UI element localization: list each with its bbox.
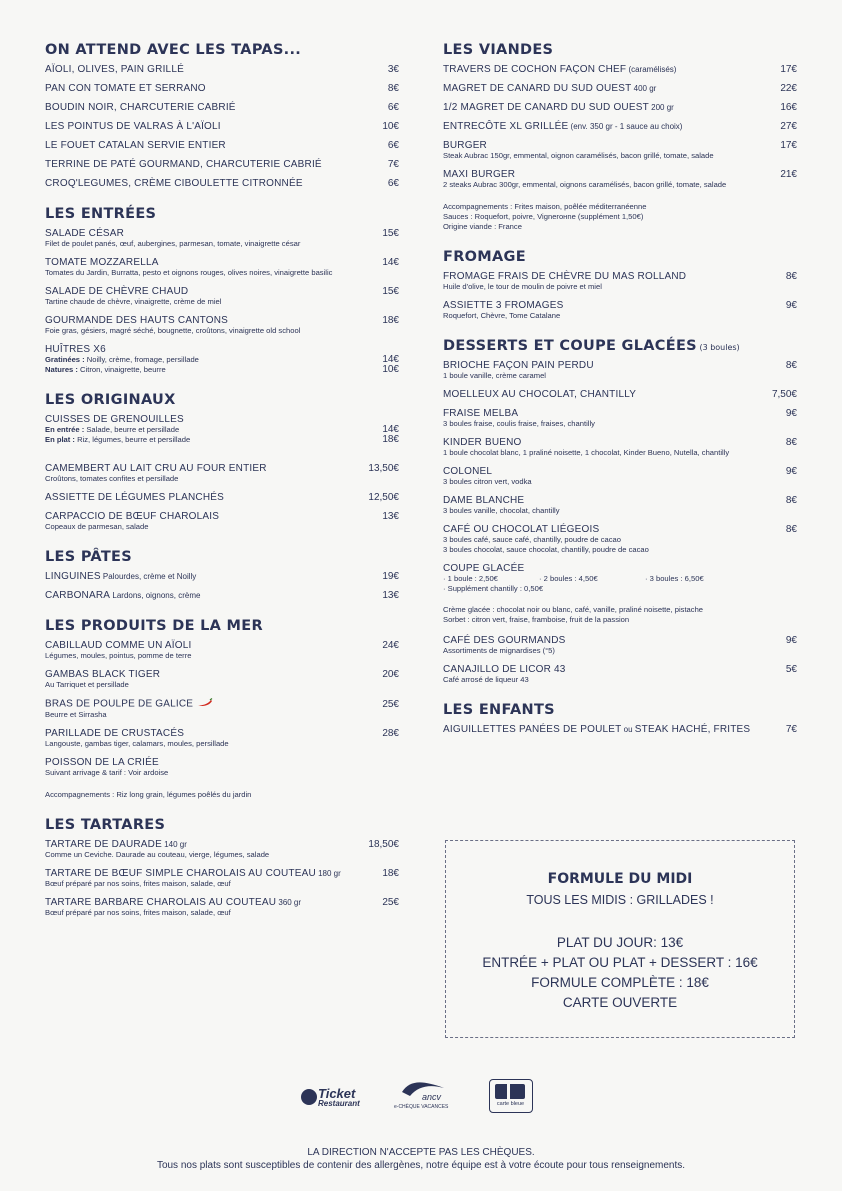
item-price: 25€ — [382, 897, 399, 908]
item-price: 9€ — [785, 635, 797, 646]
menu-item-huitres — [45, 344, 399, 375]
item-desc: 3 boules café, sauce café, chantilly, poudre de cacao — [443, 535, 622, 544]
right-column — [443, 42, 797, 752]
section-title: FROMAGE — [443, 249, 526, 265]
section-title: LES VIANDES — [443, 42, 554, 58]
menu-item — [45, 698, 399, 720]
menu-item — [45, 897, 399, 918]
item-name: GAMBAS BLACK TIGER — [45, 669, 161, 680]
menu-item — [443, 64, 797, 75]
option-text: Noilly, crème, fromage, persillade — [84, 355, 199, 364]
item-desc: Tartine chaude de chèvre, vinaigrette, crème de miel — [45, 297, 222, 306]
section-pates — [45, 549, 399, 601]
menu-item — [45, 511, 399, 532]
ticket-restaurant-logo: Ticket Restaurant — [300, 1086, 380, 1112]
item-name: DAME BLANCHE — [443, 495, 525, 506]
section-enfants — [443, 702, 797, 735]
item-name: ASSIETTE 3 FROMAGES — [443, 300, 564, 311]
item-price: 17€ — [780, 140, 797, 151]
item-name: TOMATE MOZZARELLA — [45, 257, 159, 268]
item-desc: Lardons, oignons, crème — [110, 591, 201, 600]
item-name: CUISSES DE GRENOUILLES — [45, 414, 184, 425]
menu-item — [45, 140, 399, 151]
item-name: CANAJILLO DE LICOR 43 — [443, 664, 566, 675]
item-name: CARPACCIO DE BŒUF CHAROLAIS — [45, 511, 220, 522]
item-price: 20€ — [382, 669, 399, 680]
menu-item — [45, 159, 399, 170]
menu-item — [443, 169, 797, 190]
item-price: 6€ — [387, 178, 399, 189]
item-desc: Beurre et Sirrasha — [45, 710, 107, 719]
item-price: 13,50€ — [368, 463, 399, 474]
item-weight: 140 gr — [161, 840, 187, 849]
section-fromage — [443, 249, 797, 321]
item-name: CAFÉ OU CHOCOLAT LIÉGEOIS — [443, 524, 600, 535]
section-entrees — [45, 206, 399, 375]
note-line: Crème glacée : chocolat noir ou blanc, café, vanille, praliné noisette, pistache — [443, 605, 704, 614]
section-title — [443, 338, 797, 354]
menu-item — [45, 121, 399, 132]
formule-lines — [446, 933, 794, 1013]
menu-item-coupe — [443, 563, 797, 594]
item-price: 8€ — [387, 83, 399, 94]
item-name: COUPE GLACÉE — [443, 563, 525, 574]
item-price: 8€ — [785, 495, 797, 506]
menu-item — [45, 640, 399, 661]
item-price: 7€ — [387, 159, 399, 170]
item-desc: Au Tarriquet et persillade — [45, 680, 129, 689]
item-desc: 3 boules citron vert, vodka — [443, 477, 532, 486]
item-desc: 1 boule vanille, crème caramel — [443, 371, 546, 380]
item-price: 21€ — [780, 169, 797, 180]
footer-allergens-notice: Tous nos plats sont susceptibles de contenir des allergènes, notre équipe est à votre écoute pour tous renseignements. — [156, 1160, 686, 1171]
item-desc: 3 boules chocolat, sauce chocolat, chantilly, poudre de cacao — [443, 545, 649, 554]
menu-item — [443, 102, 797, 113]
menu-item — [443, 408, 797, 429]
option-label: En entrée : — [45, 425, 85, 434]
item-price: 9€ — [785, 300, 797, 311]
option-label: Gratinées : — [45, 355, 85, 364]
formule-line: FORMULE COMPLÈTE : 18€ — [531, 975, 709, 990]
section-title: ON ATTEND AVEC LES TAPAS... — [45, 42, 302, 58]
item-price: 14€ — [382, 424, 399, 435]
section-originaux — [45, 392, 399, 532]
item-name: MAGRET DE CANARD DU SUD OUEST — [443, 83, 632, 94]
item-price: 16€ — [780, 102, 797, 113]
item-note: (env. 350 gr - 1 sauce au choix) — [568, 122, 683, 131]
formule-du-midi-box — [445, 840, 795, 1038]
item-note: 200 gr — [648, 103, 674, 112]
item-name: TERRINE DE PATÉ GOURMAND, CHARCUTERIE CABRIÉ — [45, 159, 322, 170]
formule-line: ENTRÉE + PLAT OU PLAT + DESSERT : 16€ — [482, 955, 758, 970]
menu-item — [45, 839, 399, 860]
option-text: Riz, légumes, beurre et persillade — [74, 435, 191, 444]
menu-item — [45, 315, 399, 336]
menu-item — [45, 102, 399, 113]
menu-item — [45, 463, 399, 484]
note-line: Origine viande : France — [443, 222, 522, 231]
menu-item-liegeois — [443, 524, 797, 555]
item-price: 3€ — [387, 64, 399, 75]
item-desc: Palourdes, crème et Noilly — [100, 572, 197, 581]
item-name: FROMAGE FRAIS DE CHÈVRE DU MAS ROLLAND — [443, 271, 687, 282]
menu-item — [45, 669, 399, 690]
item-price: 10€ — [382, 121, 399, 132]
menu-item — [45, 257, 399, 278]
note-line: Sauces : Roquefort, poivre, Vignerонne (supplément 1,50€) — [443, 212, 644, 221]
menu-item — [45, 868, 399, 889]
coupe-option: · 3 boules : 6,50€ — [645, 574, 704, 583]
menu-item — [443, 664, 797, 685]
coupe-supplement: · Supplément chantilly : 0,50€ — [443, 584, 544, 593]
item-price: 5€ — [785, 664, 797, 675]
item-note: (caramélisés) — [626, 65, 677, 74]
section-viandes — [443, 42, 797, 232]
item-name: BURGER — [443, 140, 487, 151]
item-price: 14€ — [382, 354, 399, 365]
viandes-notes — [443, 202, 797, 232]
item-desc: Filet de poulet panés, œuf, aubergines, parmesan, tomate, vinaigrette césar — [45, 239, 301, 248]
menu-item — [443, 83, 797, 94]
item-name: LE FOUET CATALAN SERVIE ENTIER — [45, 140, 226, 151]
item-name: COLONEL — [443, 466, 493, 477]
menu-item — [45, 286, 399, 307]
item-price: 8€ — [785, 437, 797, 448]
option-text: Salade, beurre et persillade — [84, 425, 180, 434]
item-name: BRIOCHE FAÇON PAIN PERDU — [443, 360, 594, 371]
formule-subtitle: TOUS LES MIDIS : GRILLADES ! — [526, 893, 714, 907]
item-price: 19€ — [382, 571, 399, 582]
menu-item — [443, 724, 797, 735]
item-name: ENTRECÔTE XL GRILLÉE — [443, 121, 569, 132]
menu-item — [443, 466, 797, 487]
item-desc: Copeaux de parmesan, salade — [45, 522, 149, 531]
item-desc: Tomates du Jardin, Burratta, pesto et oignons rouges, olives noires, vinaigrette basilic — [45, 268, 333, 277]
item-desc: Huile d'olive, le tour de moulin de poivre et miel — [443, 282, 602, 291]
item-price: 17€ — [780, 64, 797, 75]
item-name: HUÎTRES X6 — [45, 344, 106, 355]
formule-title: FORMULE DU MIDI — [547, 871, 693, 887]
item-name: LINGUINES — [45, 571, 101, 582]
item-desc: Bœuf préparé par nos soins, frites maison, salade, œuf — [45, 908, 231, 917]
item-price: 27€ — [780, 121, 797, 132]
item-name: TARTARE BARBARE CHAROLAIS AU COUTEAU — [45, 897, 277, 908]
item-price: 18€ — [382, 434, 399, 445]
option-label: En plat : — [45, 435, 75, 444]
item-price: 13€ — [382, 590, 399, 601]
menu-item — [45, 492, 399, 503]
menu-item — [45, 590, 399, 601]
item-price: 15€ — [382, 228, 399, 239]
menu-item — [443, 389, 797, 400]
item-name: FRAISE MELBA — [443, 408, 519, 419]
item-name: MAXI BURGER — [443, 169, 516, 180]
section-title: LES PRODUITS DE LA MER — [45, 618, 263, 634]
item-name: KINDER BUENO — [443, 437, 522, 448]
item-name: CABILLAUD COMME UN AÏOLI — [45, 640, 192, 651]
item-name: 1/2 MAGRET DE CANARD DU SUD OUEST — [443, 102, 649, 113]
menu-item — [443, 635, 797, 656]
item-price: 18€ — [382, 868, 399, 879]
item-name: CAFÉ DES GOURMANDS — [443, 635, 566, 646]
section-mer — [45, 618, 399, 800]
item-desc: Comme un Ceviche. Daurade au couteau, vierge, légumes, salade — [45, 850, 270, 859]
item-name: LES POINTUS DE VALRAS À L'AÏOLI — [45, 121, 221, 132]
menu-item — [45, 757, 399, 778]
glace-notes — [443, 605, 797, 625]
item-price: 28€ — [382, 728, 399, 739]
item-price: 7,50€ — [771, 389, 797, 400]
item-name: GOURMANDE DES HAUTS CANTONS — [45, 315, 229, 326]
item-price: 18€ — [382, 315, 399, 326]
footer — [0, 1146, 842, 1172]
item-connector: ou — [621, 725, 635, 734]
item-price: 13€ — [382, 511, 399, 522]
footer-cheques-notice: LA DIRECTION N'ACCEPTE PAS LES CHÈQUES. — [307, 1147, 535, 1158]
coupe-option: · 2 boules : 4,50€ — [539, 574, 598, 583]
item-name: TARTARE DE BŒUF SIMPLE CHAROLAIS AU COUTEAU — [45, 868, 316, 879]
item-name: CROQ'LEGUMES, CRÈME CIBOULETTE CITRONNÉE — [45, 178, 303, 189]
item-desc: 3 boules fraise, coulis fraise, fraises, chantilly — [443, 419, 595, 428]
item-name: AIGUILLETTES PANÉES DE POULET — [443, 724, 622, 735]
chili-pepper-icon — [197, 698, 213, 710]
menu-item — [443, 140, 797, 161]
coupe-options — [443, 574, 797, 584]
item-name: SALADE DE CHÈVRE CHAUD — [45, 286, 189, 297]
item-desc: 3 boules vanille, chocolat, chantilly — [443, 506, 560, 515]
menu-item — [45, 83, 399, 94]
item-name: MOELLEUX AU CHOCOLAT, CHANTILLY — [443, 389, 637, 400]
item-weight: 180 gr — [315, 869, 341, 878]
menu-item — [45, 178, 399, 189]
item-price: 10€ — [382, 364, 399, 375]
item-name: ASSIETTE DE LÉGUMES PLANCHÉS — [45, 492, 224, 503]
item-price: 7€ — [785, 724, 797, 735]
menu-item — [45, 64, 399, 75]
item-name: POISSON DE LA CRIÉE — [45, 757, 159, 768]
menu-item — [443, 121, 797, 132]
menu-item-grenouilles — [45, 414, 399, 445]
item-desc: 1 boule chocolat blanc, 1 praliné noisette, 1 chocolat, Kinder Bueno, Nutella, chantilly — [443, 448, 730, 457]
section-tapas — [45, 42, 399, 189]
item-desc: Roquefort, Chèvre, Tome Catalane — [443, 311, 561, 320]
option-label: Natures : — [45, 365, 78, 374]
formule-line: PLAT DU JOUR: 13€ — [556, 935, 684, 950]
section-desserts — [443, 338, 797, 685]
formule-line: CARTE OUVERTE — [562, 995, 678, 1010]
note-line: Accompagnements : Frites maison, poêlée méditerranéenne — [443, 202, 647, 211]
item-name: TRAVERS DE COCHON FAÇON CHEF — [443, 64, 627, 75]
item-price: 9€ — [785, 408, 797, 419]
item-desc: 2 steaks Aubrac 300gr, emmental, oignons caramélisés, bacon grillé, tomate, salade — [443, 180, 727, 189]
item-price: 14€ — [382, 257, 399, 268]
item-name: CARBONARA — [45, 590, 111, 601]
item-price: 25€ — [382, 698, 399, 710]
menu-item — [443, 271, 797, 292]
item-price: 6€ — [387, 102, 399, 113]
left-column — [45, 42, 399, 935]
item-desc: Assortiments de mignardises (°5) — [443, 646, 555, 655]
menu-item — [443, 300, 797, 321]
item-name: SALADE CÉSAR — [45, 228, 125, 239]
item-price: 8€ — [785, 524, 797, 535]
item-name: BRAS DE POULPE DE GALICE — [45, 698, 194, 710]
section-title-text: DESSERTS ET COUPE GLACÉES — [443, 338, 697, 354]
item-note: 400 gr — [631, 84, 657, 93]
item-price: 24€ — [382, 640, 399, 651]
section-title: LES TARTARES — [45, 817, 166, 833]
item-weight: 360 gr — [276, 898, 302, 907]
section-title-suffix: (3 boules) — [696, 343, 740, 352]
item-name: AÏOLI, OLIVES, PAIN GRILLÉ — [45, 64, 184, 75]
item-price: 8€ — [785, 360, 797, 371]
item-desc: Bœuf préparé par nos soins, frites maison, salade, œuf — [45, 879, 231, 888]
item-desc: Café arrosé de liqueur 43 — [443, 675, 529, 684]
item-desc: Steak Aubrac 150gr, emmental, oignon caramélisés, bacon grillé, tomate, salade — [443, 151, 714, 160]
section-title: LES ORIGINAUX — [45, 392, 176, 408]
section-title: LES ENTRÉES — [45, 206, 157, 222]
item-price: 6€ — [387, 140, 399, 151]
accompaniment-note: Accompagnements : Riz long grain, légumes poêlés du jardin — [45, 790, 252, 799]
item-name: CAMEMBERT AU LAIT CRU AU FOUR ENTIER — [45, 463, 267, 474]
menu-item — [443, 437, 797, 458]
item-desc: Foie gras, gésiers, magré séché, bougnette, croûtons, vinaigrette old school — [45, 326, 301, 335]
item-name: STEAK HACHÉ, FRITES — [634, 724, 751, 735]
item-name: TARTARE DE DAURADE — [45, 839, 162, 850]
section-title: LES ENFANTS — [443, 702, 555, 718]
item-price: 8€ — [785, 271, 797, 282]
item-name: PAN CON TOMATE ET SERRANO — [45, 83, 206, 94]
note-line: Sorbet : citron vert, fraise, framboise, fruit de la passion — [443, 615, 630, 624]
item-desc: Légumes, moules, pointus, pomme de terre — [45, 651, 192, 660]
item-price: 18,50€ — [368, 839, 399, 850]
ancv-logo: ancv e-CHÈQUE VACANCES — [392, 1078, 452, 1116]
menu-item — [45, 571, 399, 582]
coupe-option: · 1 boule : 2,50€ — [443, 574, 498, 583]
menu-item — [443, 360, 797, 381]
item-name: PARILLADE DE CRUSTACÉS — [45, 728, 185, 739]
menu-item — [45, 228, 399, 249]
menu-item — [45, 728, 399, 749]
item-desc: Langouste, gambas tiger, calamars, moules, persillade — [45, 739, 229, 748]
item-price: 15€ — [382, 286, 399, 297]
option-text: Citron, vinaigrette, beurre — [77, 365, 166, 374]
section-tartares — [45, 817, 399, 918]
section-title: LES PÂTES — [45, 549, 132, 565]
item-price: 22€ — [780, 83, 797, 94]
item-desc: Suivant arrivage & tarif : Voir ardoise — [45, 768, 169, 777]
item-price: 9€ — [785, 466, 797, 477]
carte-bleue-logo: carte bleue — [489, 1079, 533, 1113]
item-price: 12,50€ — [368, 492, 399, 503]
payment-logos — [300, 1078, 540, 1118]
menu-item — [443, 495, 797, 516]
item-desc: Croûtons, tomates confites et persillade — [45, 474, 179, 483]
item-name: BOUDIN NOIR, CHARCUTERIE CABRIÉ — [45, 102, 236, 113]
